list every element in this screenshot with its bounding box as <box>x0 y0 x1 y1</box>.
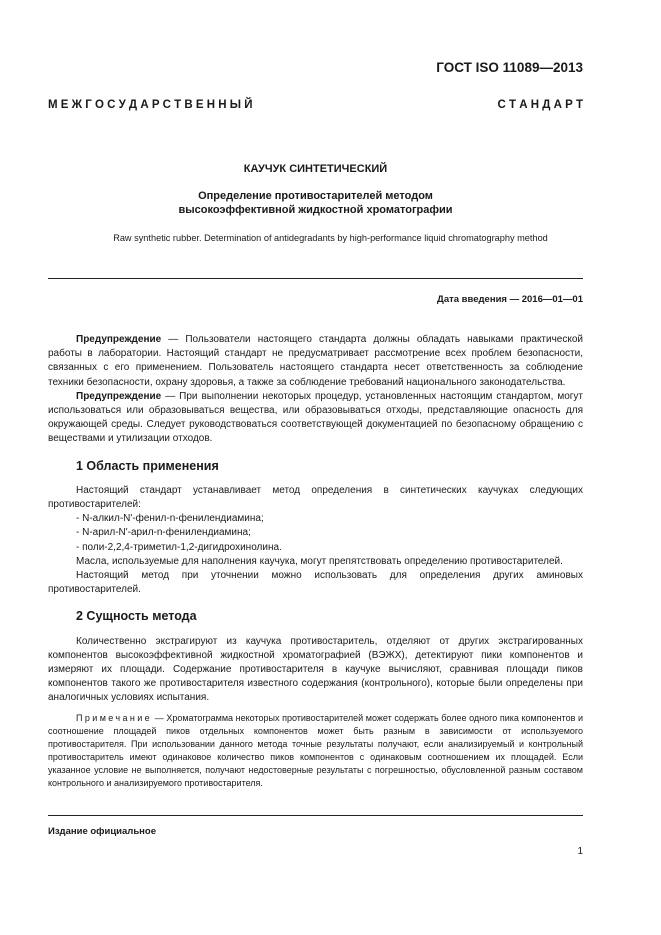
warning-paragraph-1 <box>48 333 583 390</box>
warning-text: — Пользователи настоящего стандарта должны обладать навыками практической работы в лаборатории. Настоящий стандарт не предусматривает рассмотрение всех проблем безопасности, связанных с его применением. Пользователь настоящего стандарта несет ответственность за соблюдение техники безопасности, охрану здоровья, а также за соблюдение требований национального законодательства. <box>48 334 583 388</box>
interstate-word: М Е Ж Г О С У Д А Р С Т В Е Н Н Ы Й <box>48 99 253 111</box>
subtitle-line-1: Определение противостарителей методом <box>198 190 433 202</box>
list-item: - поли-2,2,4-триметил-1,2-дигидрохинолина. <box>76 541 282 553</box>
note-text: — Хроматограмма некоторых противостарителей может содержать более одного пика компонентов и соотношение площадей пиков отдельных компонентов может быть разным в зависимости от используемого противостарителя. При использовании данного метода точные результаты получают, если анализируемый и контрольный противостаритель имеют одинаковое количество пиков компонентов с одинаковым соотношением их площадей. Если указанное условие не выполняется, получают недостоверные результаты с погрешностью, обусловленной разным составом контрольного и анализируемого противостарителя. <box>48 712 583 788</box>
document-subtitle <box>48 189 583 217</box>
english-title: Raw synthetic rubber. Determination of antidegradants by high-performance liquid chromatography method <box>113 233 548 243</box>
section-1-heading: 1 Область применения <box>76 458 219 473</box>
standard-word: С Т А Н Д А Р Т <box>497 99 583 111</box>
section-1-paragraph-2: Масла, используемые для наполнения каучука, могут препятствовать определению противостарителей. <box>76 555 563 567</box>
document-body <box>48 333 583 790</box>
list-item: - N-алкил-N'-фенил-n-фенилендиамина; <box>76 513 264 525</box>
section-1-paragraph-3: Настоящий метод при уточнении можно использовать для определения других аминовых противостарителей. <box>48 570 583 596</box>
edition-label: Издание официальное <box>48 826 156 837</box>
section-2-note <box>48 712 583 790</box>
note-label: Примечание <box>76 712 153 723</box>
introduction-date: Дата введения — 2016—01—01 <box>437 294 583 305</box>
section-2-heading: 2 Сущность метода <box>76 609 197 624</box>
warning-text: — При выполнении некоторых процедур, установленных настоящим стандартом, могут использоваться или образовываться вещества, или образовываться отходы, представляющие опасность для окружающей среды. Следует руководствоваться соответствующей документацией по безопасному обращению с веществами и утилизации отходов. <box>48 390 583 445</box>
section-1-intro: Настоящий стандарт устанавливает метод определения в синтетических каучуках следующих противостарителей: <box>48 484 583 511</box>
bottom-divider <box>48 815 583 816</box>
subtitle-line-2: высокоэффективной жидкостной хроматографии <box>178 204 453 216</box>
document-title: КАУЧУК СИНТЕТИЧЕСКИЙ <box>243 163 388 175</box>
interstate-standard-banner <box>48 99 583 111</box>
section-2-paragraph-1: Количественно экстрагируют из каучука противостаритель, отделяют от других экстрагированных компонентов высокоэффективной жидкостной хроматографией (ВЭЖХ), детектируют пики компонентов и измеряют их площади. Содержание противостарителя в каучуке вычисляют, сравнивая площади пиков компонентов такого же противостарителя известного содержания (контрольного), которые были определены при аналогичных условиях испытания. <box>48 635 583 704</box>
warning-label: Предупреждение <box>76 390 162 402</box>
standard-code: ГОСТ ISO 11089—2013 <box>436 60 583 75</box>
antidegradant-list <box>48 512 583 555</box>
page-number: 1 <box>577 846 583 857</box>
top-divider <box>48 278 583 279</box>
warning-paragraph-2 <box>48 390 583 447</box>
warning-label: Предупреждение <box>76 334 162 345</box>
list-item: - N-арил-N'-арил-n-фенилендиамина; <box>76 527 251 539</box>
